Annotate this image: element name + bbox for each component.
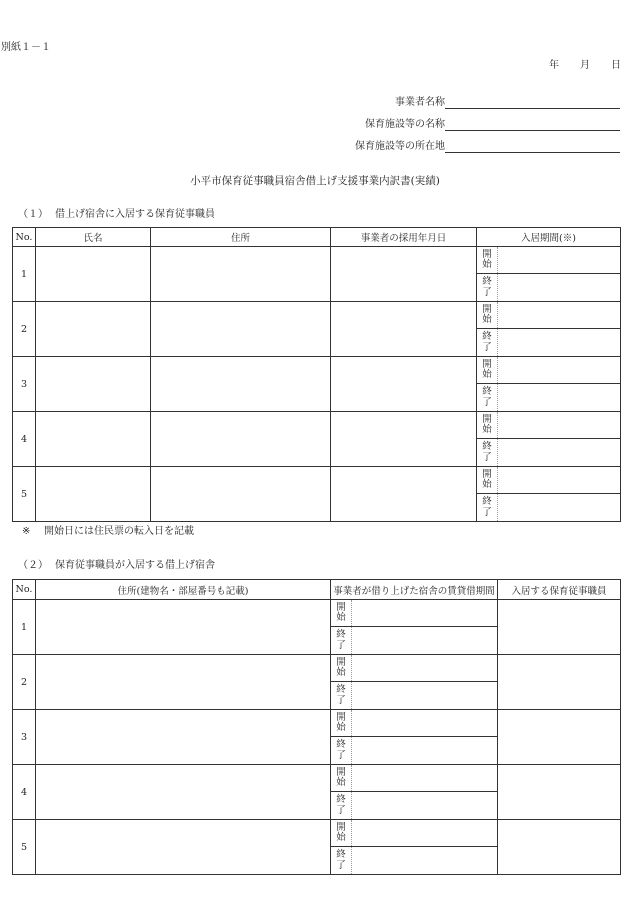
period-start-label-cell [477,247,498,274]
row-number-cell: 3 [13,710,36,765]
period-start-label-cell [477,467,498,494]
section2-number: （２） [18,560,48,571]
lease-end-value-cell [352,682,498,710]
table-row [13,247,621,274]
staff-name-cell [36,357,151,412]
section1-number: （１） [18,209,48,220]
period-start-label-cell [477,357,498,384]
staff-address-cell [151,247,331,302]
table-row [13,357,621,384]
lease-start-value-cell [352,600,498,627]
column-header-hire-date: 事業者の採用年月日 [331,228,477,247]
lease-start-label: 開始 [336,766,346,788]
residents-cell [498,820,621,875]
period-start-label: 開始 [482,468,492,490]
field-label-facility-name: 保育施設等の名称 [365,119,445,130]
lease-start-label: 開始 [336,656,346,678]
staff-address-cell [151,357,331,412]
staff-address-cell [151,412,331,467]
field-label-business-name: 事業者名称 [395,97,445,108]
section2-heading [18,560,215,572]
period-end-label-cell [477,439,498,467]
period-start-label-cell [477,412,498,439]
lease-end-value-cell [352,792,498,820]
row-number-cell: 4 [13,412,36,467]
lease-start-label: 開始 [336,601,346,623]
housing-address-cell [36,655,331,710]
leased-housing-table [12,579,621,875]
period-start-label: 開始 [482,413,492,435]
field-underline-business-name [445,96,620,109]
note-text: 開始日には住民票の転入日を記載 [44,526,194,537]
period-start-value-cell [498,247,621,274]
period-start-value-cell [498,467,621,494]
residents-cell [498,765,621,820]
period-start-value-cell [498,302,621,329]
resident-staff-table [12,227,621,522]
section2-title: 保育従事職員が入居する借上げ宿舎 [55,560,215,571]
lease-start-label-cell [331,600,352,627]
lease-end-label-cell [331,682,352,710]
note-mark: ※ [22,526,31,537]
field-underline-facility-name [445,118,620,131]
staff-address-cell [151,467,331,522]
lease-start-value-cell [352,820,498,847]
lease-end-label: 終了 [336,849,346,871]
period-start-label-cell [477,302,498,329]
row-number-cell: 5 [13,467,36,522]
lease-end-value-cell [352,737,498,765]
period-start-label: 開始 [482,303,492,325]
lease-start-label: 開始 [336,711,346,733]
lease-start-value-cell [352,765,498,792]
lease-start-label-cell [331,710,352,737]
section1-heading [18,209,215,221]
row-number-cell: 5 [13,820,36,875]
housing-address-cell [36,765,331,820]
staff-name-cell [36,247,151,302]
residents-cell [498,710,621,765]
note [22,526,194,538]
lease-start-label-cell [331,820,352,847]
row-number-cell: 1 [13,247,36,302]
lease-end-label-cell [331,627,352,655]
housing-address-cell [36,820,331,875]
housing-address-cell [36,710,331,765]
residents-cell [498,655,621,710]
lease-end-label: 終了 [336,739,346,761]
period-start-label: 開始 [482,358,492,380]
row-number-cell: 3 [13,357,36,412]
lease-start-value-cell [352,655,498,682]
hire-date-cell [331,357,477,412]
period-start-label: 開始 [482,248,492,270]
row-number-cell: 2 [13,655,36,710]
table-row [13,765,621,792]
lease-start-value-cell [352,710,498,737]
lease-end-label: 終了 [336,629,346,651]
section1-title: 借上げ宿舎に入居する保育従事職員 [55,209,215,220]
document-title: 小平市保育従事職員宿舎借上げ支援事業内訳書(実績) [190,175,440,187]
staff-address-cell [151,302,331,357]
lease-start-label-cell [331,765,352,792]
period-end-label: 終了 [482,441,492,463]
housing-address-cell [36,600,331,655]
period-start-value-cell [498,357,621,384]
row-number-cell: 2 [13,302,36,357]
staff-name-cell [36,412,151,467]
date-day-label: 日 [611,60,621,71]
residents-cell [498,600,621,655]
staff-name-cell [36,302,151,357]
column-header-residence-period: 入居期間(※) [477,228,621,247]
column-header-no: No. [13,228,36,247]
field-facility-address [355,140,620,153]
table-row [13,710,621,737]
table-row [13,302,621,329]
period-end-value-cell [498,329,621,357]
table-header-row [13,580,621,600]
table-row [13,412,621,439]
column-header-residents: 入居する保育従事職員 [498,580,621,600]
period-end-value-cell [498,494,621,522]
period-end-value-cell [498,384,621,412]
period-start-value-cell [498,412,621,439]
lease-start-label: 開始 [336,821,346,843]
attachment-label: 別紙１－１ [1,42,51,53]
period-end-label-cell [477,274,498,302]
column-header-lease-period: 事業者が借り上げた宿舎の賃貸借期間 [331,580,498,600]
table-header-row [13,228,621,247]
lease-end-label: 終了 [336,684,346,706]
period-end-label: 終了 [482,496,492,518]
field-business-name [395,96,620,109]
period-end-label: 終了 [482,386,492,408]
table-row [13,820,621,847]
row-number-cell: 1 [13,600,36,655]
hire-date-cell [331,412,477,467]
hire-date-cell [331,467,477,522]
lease-start-label-cell [331,655,352,682]
lease-end-value-cell [352,627,498,655]
resident-staff-table-body [13,247,621,522]
leased-housing-table-body [13,600,621,875]
period-end-label-cell [477,384,498,412]
period-end-label-cell [477,494,498,522]
period-end-label-cell [477,329,498,357]
date-year-label: 年 [549,60,559,71]
hire-date-cell [331,247,477,302]
staff-name-cell [36,467,151,522]
period-end-value-cell [498,439,621,467]
lease-end-value-cell [352,847,498,875]
table-row [13,600,621,627]
period-end-label: 終了 [482,276,492,298]
field-label-facility-address: 保育施設等の所在地 [355,141,445,152]
row-number-cell: 4 [13,765,36,820]
period-end-label: 終了 [482,331,492,353]
column-header-housing-address: 住所(建物名・部屋番号も記載) [36,580,331,600]
field-underline-facility-address [445,140,620,153]
hire-date-cell [331,302,477,357]
field-facility-name [365,118,620,131]
column-header-name: 氏名 [36,228,151,247]
lease-end-label: 終了 [336,794,346,816]
column-header-address: 住所 [151,228,331,247]
table-row [13,467,621,494]
lease-end-label-cell [331,792,352,820]
period-end-value-cell [498,274,621,302]
date-month-label: 月 [580,60,590,71]
lease-end-label-cell [331,737,352,765]
table-row [13,655,621,682]
lease-end-label-cell [331,847,352,875]
column-header-no: No. [13,580,36,600]
